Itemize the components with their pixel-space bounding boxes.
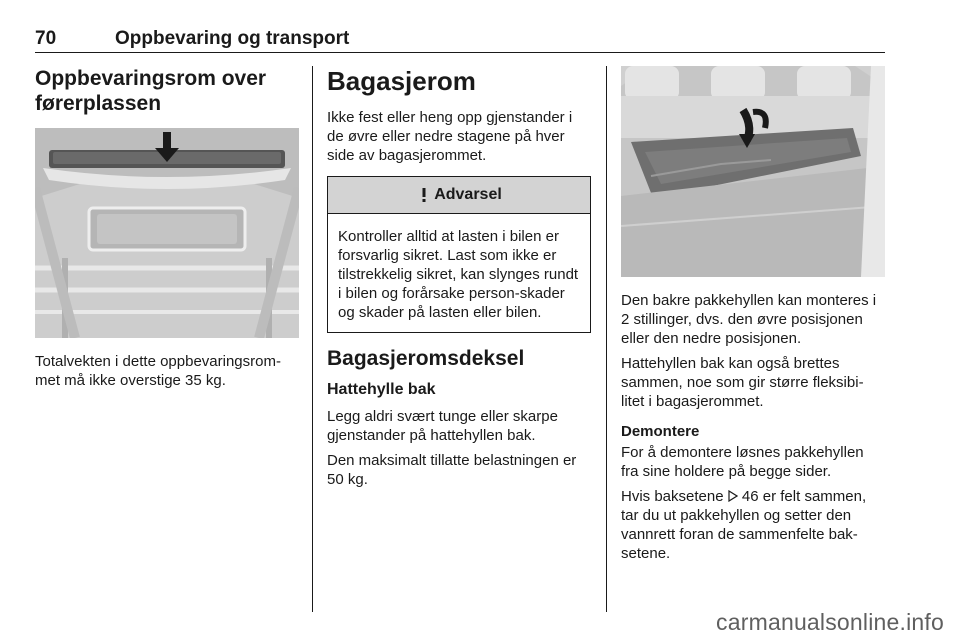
watermark: carmanualsonline.info xyxy=(716,609,944,635)
warning-body xyxy=(328,214,590,332)
right-column xyxy=(621,66,885,563)
shelf-paragraph-1: Legg aldri svært tunge eller skarpe gjenstander på hattehyllen bak. xyxy=(327,408,558,444)
parcel-shelf-photo xyxy=(621,66,885,277)
column-divider-1 xyxy=(312,66,313,612)
storage-weight-caption: Totalvekten i dette oppbevaringsrom-met må ikke overstige 35 kg. xyxy=(35,353,281,389)
section-heading-storage xyxy=(35,66,299,116)
warning-title: Advarsel xyxy=(434,186,502,203)
rear-seat-text-end: 46 er felt sammen, tar du ut pakkehyllen og setter den vannrett foran de sammenfelte bak-setene. xyxy=(621,488,867,562)
left-column xyxy=(35,66,299,390)
column-divider-2 xyxy=(606,66,607,612)
page-header xyxy=(35,26,885,53)
warning-header xyxy=(328,177,590,214)
subsubsection-heading-shelf: Hattehylle bak xyxy=(327,381,436,398)
remove-heading: Demontere xyxy=(621,423,700,440)
warning-triangle-icon xyxy=(416,187,432,203)
shelf-positions-text: Den bakre pakkehyllen kan monteres i 2 stillinger, dvs. den øvre posisjonen eller den nedre posisjonen. xyxy=(621,292,877,347)
overhead-storage-photo xyxy=(35,128,299,338)
remove-text: For å demontere løsnes pakkehyllen fra sine holdere på begge sider. xyxy=(621,444,864,480)
page-number: 70 xyxy=(35,28,57,49)
shelf-paragraph-2: Den maksimalt tillatte belastningen er 50 kg. xyxy=(327,452,577,488)
rear-seat-text-start: Hvis baksetene xyxy=(621,488,724,505)
heading-line-1: Oppbevaringsrom over xyxy=(35,67,267,90)
middle-column xyxy=(327,66,591,489)
rear-seat-text xyxy=(621,487,885,563)
subsection-heading-cover: Bagasjeromsdeksel xyxy=(327,347,525,370)
warning-text: Kontroller alltid at lasten i bilen er forsvarlig sikret. Last som ikke er tilstrekkelig sikret, kan slynges rundt i bilen og forårsake person-skader og skader på lasten eller bilen. xyxy=(338,228,579,321)
shelf-fold-text: Hattehyllen bak kan også brettes sammen, noe som gir større fleksibi-litet i bagasjerommet. xyxy=(621,355,864,410)
page-reference-arrow-icon xyxy=(728,488,738,500)
section-heading-luggage: Bagasjerom xyxy=(327,66,476,96)
heading-line-2: førerplassen xyxy=(35,92,162,115)
luggage-intro-text: Ikke fest eller heng opp gjenstander i de øvre eller nedre stagene på hver side av bagasjerommet. xyxy=(327,109,573,164)
warning-box xyxy=(327,176,591,333)
running-title: Oppbevaring og transport xyxy=(115,28,350,49)
